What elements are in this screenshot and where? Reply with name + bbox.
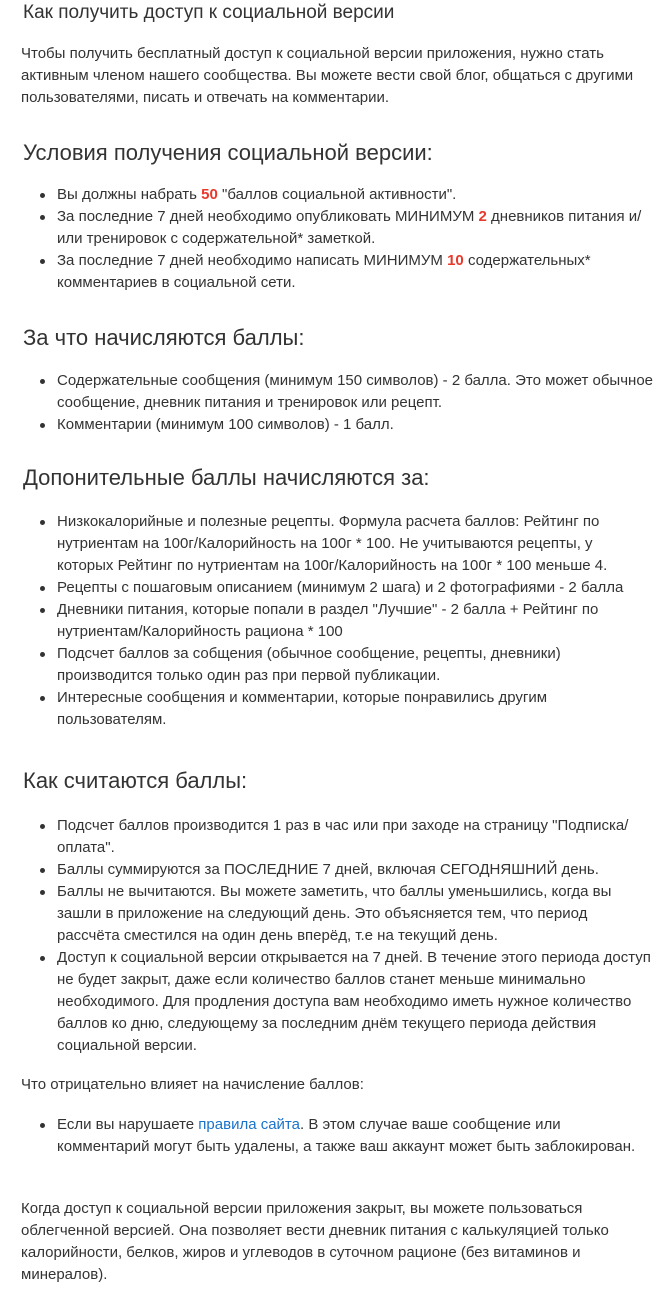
list-item: Комментарии (минимум 100 символов) - 1 балл.	[38, 414, 653, 436]
counting-list	[38, 815, 653, 1057]
list-item: Баллы не вычитаются. Вы можете заметить, что баллы уменьшились, когда вы зашли в приложение на следующий день. Это объясняется тем, что период рассчёта сместился на один день вперёд, т.е на текущий день.	[38, 881, 653, 947]
extra-points-heading: Допонительные баллы начисляются за:	[23, 465, 430, 490]
list-item: За последние 7 дней необходимо написать МИНИМУМ 10 содержательных* комментариев в социальной сети.	[38, 250, 653, 294]
list-item: Баллы суммируются за ПОСЛЕДНИЕ 7 дней, включая СЕГОДНЯШНИЙ день.	[38, 859, 653, 881]
list-item: Дневники питания, которые попали в раздел "Лучшие" - 2 балла + Рейтинг по нутриентам/Калорийность рациона * 100	[38, 599, 653, 643]
list-item: Содержательные сообщения (минимум 150 символов) - 2 балла. Это может обычное сообщение, дневник питания и тренировок или рецепт.	[38, 370, 653, 414]
site-rules-link[interactable]: правила сайта	[198, 1116, 300, 1133]
intro-paragraph: Чтобы получить бесплатный доступ к социальной версии приложения, нужно стать активным членом нашего сообщества. Вы можете вести свой блог, общаться с другими пользователями, писать и отвечать на комментарии.	[21, 45, 634, 106]
negative-list	[38, 1114, 653, 1158]
list-item: Доступ к социальной версии открывается на 7 дней. В течение этого периода доступ не будет закрыт, даже если количество баллов станет меньше минимально необходимого. Для продления доступа вам необходимо иметь нужное количество баллов ко дню, следующему за последним днём текущего периода действия социальной версии.	[38, 947, 653, 1057]
list-item: Подсчет баллов производится 1 раз в час или при заходе на страницу "Подписка/оплата".	[38, 815, 653, 859]
points-heading: За что начисляются баллы:	[23, 325, 305, 350]
list-item: Рецепты с пошаговым описанием (минимум 2 шага) и 2 фотографиями - 2 балла	[38, 577, 653, 599]
list-item: За последние 7 дней необходимо опубликовать МИНИМУМ 2 дневников питания и/или тренировок с содержательной* заметкой.	[38, 206, 653, 250]
list-item: Если вы нарушаете правила сайта. В этом случае ваше сообщение или комментарий могут быть удалены, а также ваш аккаунт может быть заблокирован.	[38, 1114, 653, 1158]
comments-required-value: 10	[447, 252, 464, 269]
page-title: Как получить доступ к социальной версии	[23, 2, 395, 23]
list-item: Низкокалорийные и полезные рецепты. Формула расчета баллов: Рейтинг по нутриентам на 100г/Калорийность на 100г * 100. Не учитываются рецепты, у которых Рейтинг по нутриентам на 100г/Калорийность на 100г * 100 меньше 4.	[38, 511, 653, 577]
conditions-list	[38, 184, 653, 294]
points-required-value: 50	[201, 186, 218, 203]
closing-paragraph: Когда доступ к социальной версии приложения закрыт, вы можете пользоваться облегченной версией. Она позволяет вести дневник питания с калькуляцией только калорийности, белков, жиров и углеводов в суточном рационе (без витаминов и минералов).	[21, 1200, 609, 1283]
list-item: Интересные сообщения и комментарии, которые понравились другим пользователям.	[38, 687, 653, 731]
negative-label: Что отрицательно влияет на начисление баллов:	[21, 1076, 364, 1093]
conditions-heading: Условия получения социальной версии:	[23, 140, 433, 165]
list-item: Вы должны набрать 50 "баллов социальной активности".	[38, 184, 653, 206]
extra-points-list	[38, 511, 653, 731]
points-list	[38, 370, 653, 436]
list-item: Подсчет баллов за собщения (обычное сообщение, рецепты, дневники) производится только один раз при первой публикации.	[38, 643, 653, 687]
counting-heading: Как считаются баллы:	[23, 768, 248, 793]
diaries-required-value: 2	[478, 208, 487, 225]
